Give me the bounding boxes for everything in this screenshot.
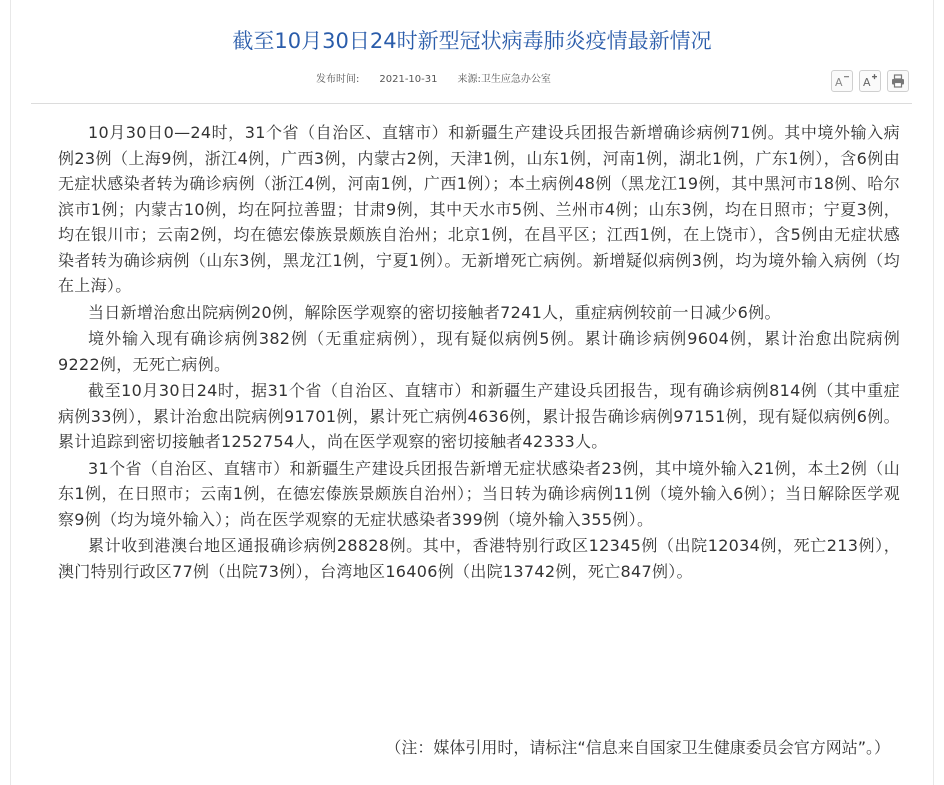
citation-note: （注：媒体引用时，请标注“信息来自国家卫生健康委员会官方网站”。）: [385, 738, 890, 757]
font-decrease-icon: [834, 74, 850, 88]
header-divider: [31, 103, 912, 104]
publish-time-label: 发布时间:: [316, 74, 360, 85]
article-paragraph: 31个省（自治区、直辖市）和新疆生产建设兵团报告新增无症状感染者23例，其中境外输入21例，本土2例（山东1例，在日照市；云南1例，在德宏傣族景颇族自治州）；当日转为确诊病例11例（境外输入6例）；当日解除医学观察9例（均为境外输入）；尚在医学观察的无症状感染者399例（境外输入355例）。: [58, 458, 900, 529]
article-paragraph: 当日新增治愈出院病例20例，解除医学观察的密切接触者7241人，重症病例较前一日减少6例。: [88, 302, 781, 322]
svg-text:A: A: [863, 76, 871, 88]
font-decrease-button[interactable]: [831, 70, 853, 92]
publish-date: 2021-10-31: [379, 74, 438, 85]
article-paragraph: 累计收到港澳台地区通报确诊病例28828例。其中，香港特别行政区12345例（出院12034例，死亡213例），澳门特别行政区77例（出院73例），台湾地区16406例（出院13742例，死亡847例）。: [58, 536, 900, 581]
svg-text:A: A: [835, 76, 843, 88]
article-meta: [316, 73, 557, 87]
page-title: 截至10月30日24时新型冠状病毒肺炎疫情最新情况: [232, 29, 712, 53]
font-increase-icon: [862, 74, 878, 88]
article-paragraph: 10月30日0—24时，31个省（自治区、直辖市）和新疆生产建设兵团报告新增确诊病例71例。其中境外输入病例23例（上海9例，浙江4例，广西3例，内蒙古2例，天津1例，山东1例，河南1例，湖北1例，广东1例），含6例由无症状感染者转为确诊病例（浙江4例，河南1例，广西1例）；本土病例48例（黑龙江19例，其中黑河市18例、哈尔滨市1例；内蒙古10例，均在阿拉善盟；甘肃9例，其中天水市5例、兰州市4例；山东3例，均在日照市；宁夏3例，均在银川市；云南2例，均在德宏傣族景颇族自治州；北京1例，在昌平区；江西1例，在上饶市），含5例由无症状感染者转为确诊病例（山东3例，黑龙江1例，宁夏1例）。无新增死亡病例。新增疑似病例3例，均为境外输入病例（均在上海）。: [58, 123, 900, 295]
article-body: [58, 120, 900, 585]
source-label: 来源:: [457, 74, 481, 85]
print-button[interactable]: [887, 70, 909, 92]
font-increase-button[interactable]: [859, 70, 881, 92]
article-paragraph: 境外输入现有确诊病例382例（无重症病例），现有疑似病例5例。累计确诊病例9604例，累计治愈出院病例9222例，无死亡病例。: [58, 329, 900, 374]
print-icon: [891, 74, 905, 88]
source-value: 卫生应急办公室: [480, 74, 551, 85]
article-toolbar: [831, 70, 909, 92]
article-paragraph: 截至10月30日24时，据31个省（自治区、直辖市）和新疆生产建设兵团报告，现有确诊病例814例（其中重症病例33例），累计治愈出院病例91701例，累计死亡病例4636例，累计报告确诊病例97151例，现有疑似病例6例。累计追踪到密切接触者1252754人，尚在医学观察的密切接触者42333人。: [58, 381, 900, 451]
